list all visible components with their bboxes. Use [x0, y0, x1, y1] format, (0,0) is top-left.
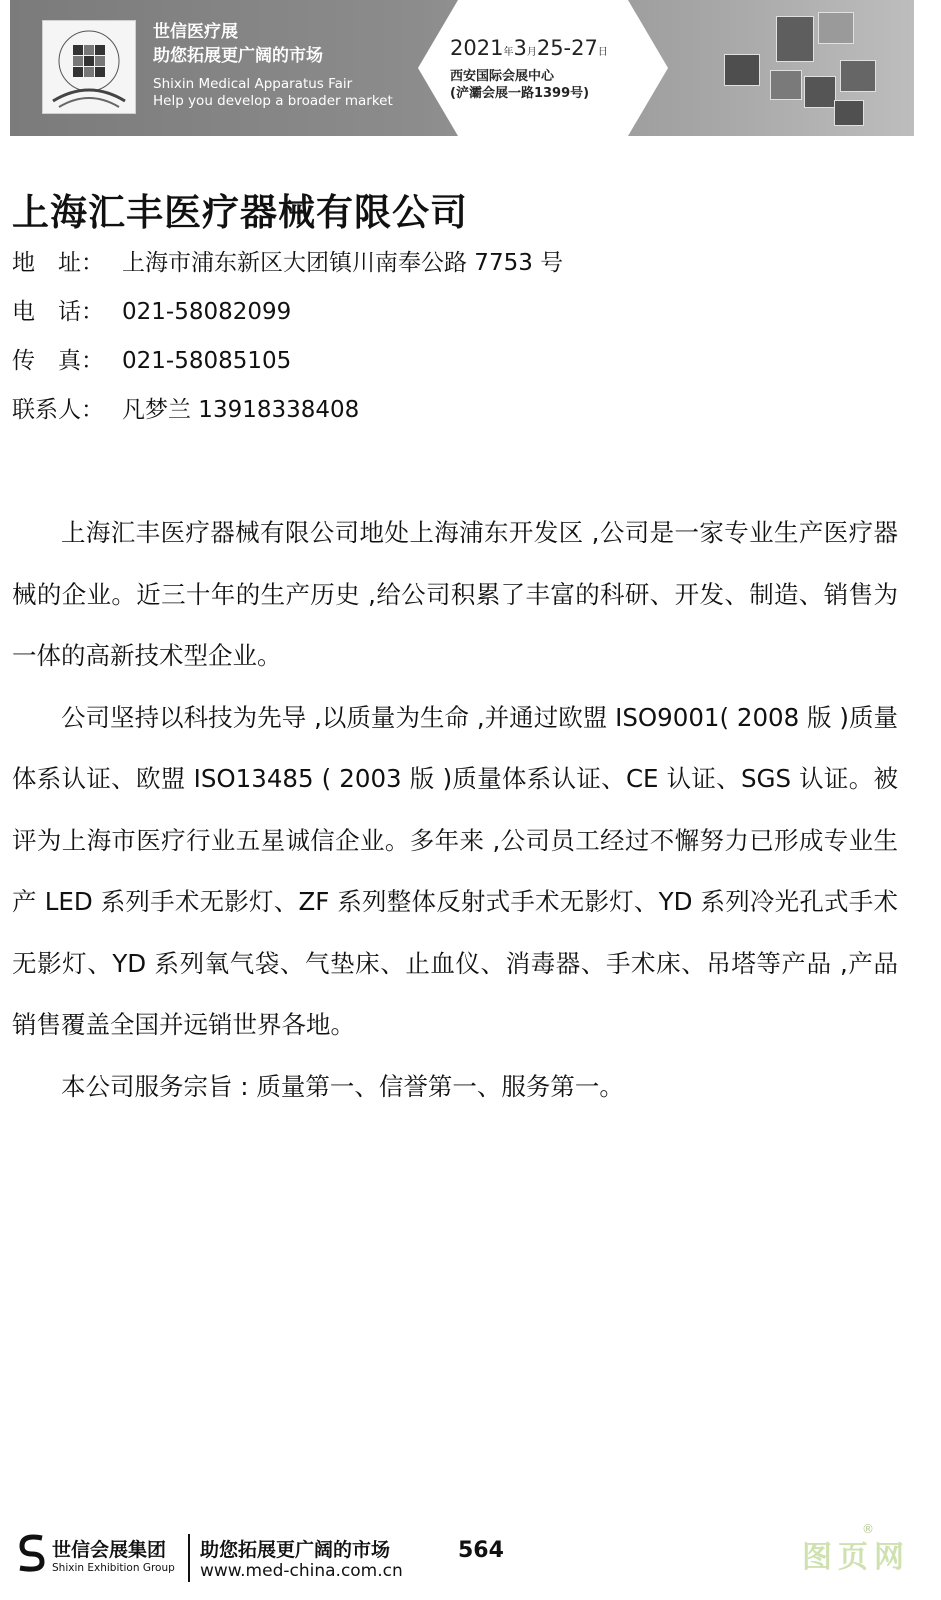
contact-row — [12, 395, 359, 425]
fair-venue — [450, 68, 589, 102]
paragraph: 上海汇丰医疗器械有限公司地处上海浦东开发区 ,公司是一家专业生产医疗器械的企业。近三十年的生产历史 ,给公司积累了丰富的科研、开发、制造、销售为一体的高新技术型企业。 — [12, 518, 898, 670]
photo-tile — [834, 100, 864, 126]
group-name-cn: 世信会展集团 — [52, 1539, 167, 1561]
company-name: 上海汇丰医疗器械有限公司 — [12, 191, 468, 234]
fax-row — [12, 346, 291, 376]
fax-value: 021-58085105 — [122, 348, 292, 374]
phone-row — [12, 297, 291, 327]
photo-tile — [724, 54, 760, 86]
banner-text-block — [153, 20, 393, 110]
footer-divider — [188, 1534, 190, 1582]
address-label: 地 址： — [12, 250, 104, 276]
fax-label: 传 真： — [12, 348, 104, 374]
fair-name-cn: 世信医疗展 — [153, 22, 238, 42]
page-footer — [0, 1520, 941, 1600]
venue-name: 西安国际会展中心 — [450, 69, 555, 84]
fair-slogan-en: Help you develop a broader market — [153, 93, 393, 109]
footer-slogan: 助您拓展更广阔的市场 — [200, 1539, 391, 1561]
footer-url: www.med-china.com.cn — [200, 1561, 403, 1581]
address-row — [12, 248, 563, 278]
cross-logo-icon — [43, 21, 135, 113]
fair-banner — [10, 0, 914, 136]
photo-tile — [770, 70, 802, 100]
paragraph: 本公司服务宗旨 : 质量第一、信誉第一、服务第一。 — [61, 1071, 624, 1101]
photo-tile — [776, 16, 814, 62]
fair-date: 2021年3月25-27日 — [450, 36, 608, 60]
banner-photo-collage — [710, 0, 914, 136]
photo-tile — [804, 76, 836, 108]
fair-logo — [42, 20, 136, 114]
photo-tile — [818, 12, 854, 44]
watermark: 图页网 — [802, 1540, 910, 1575]
photo-tile — [840, 60, 876, 92]
shixin-s-logo-icon — [16, 1532, 48, 1572]
page-number: 564 — [458, 1538, 504, 1563]
fair-slogan-cn: 助您拓展更广阔的市场 — [153, 46, 323, 66]
address-value: 上海市浦东新区大团镇川南奉公路 7753 号 — [122, 250, 564, 276]
company-description — [12, 502, 898, 1117]
phone-value: 021-58082099 — [122, 299, 292, 325]
phone-label: 电 话： — [12, 299, 104, 325]
fair-name-en: Shixin Medical Apparatus Fair — [153, 76, 353, 92]
paragraph: 公司坚持以科技为先导 ,以质量为生命 ,并通过欧盟 ISO9001( 2008 版 )质量体系认证、欧盟 ISO13485 ( 2003 版 )质量体系认证、CE 认证、SGS 认证。被评为上海市医疗行业五星诚信企业。多年来 ,公司员工经过不懈努力已形成专业生产 LED 系列手术无影灯、ZF 系列整体反射式手术无影灯、YD 系列冷光孔式手术无影灯、YD 系列氧气袋、气垫床、止血仪、消毒器、手术床、吊塔等产品 ,产品销售覆盖全国并远销世界各地。 — [12, 702, 898, 1039]
watermark-registered-mark: ® — [862, 1522, 874, 1536]
contact-label: 联系人： — [12, 397, 104, 423]
contact-value: 凡梦兰 13918338408 — [122, 397, 360, 423]
venue-address: (浐灞会展一路1399号) — [450, 86, 590, 101]
group-name-en: Shixin Exhibition Group — [52, 1562, 175, 1574]
